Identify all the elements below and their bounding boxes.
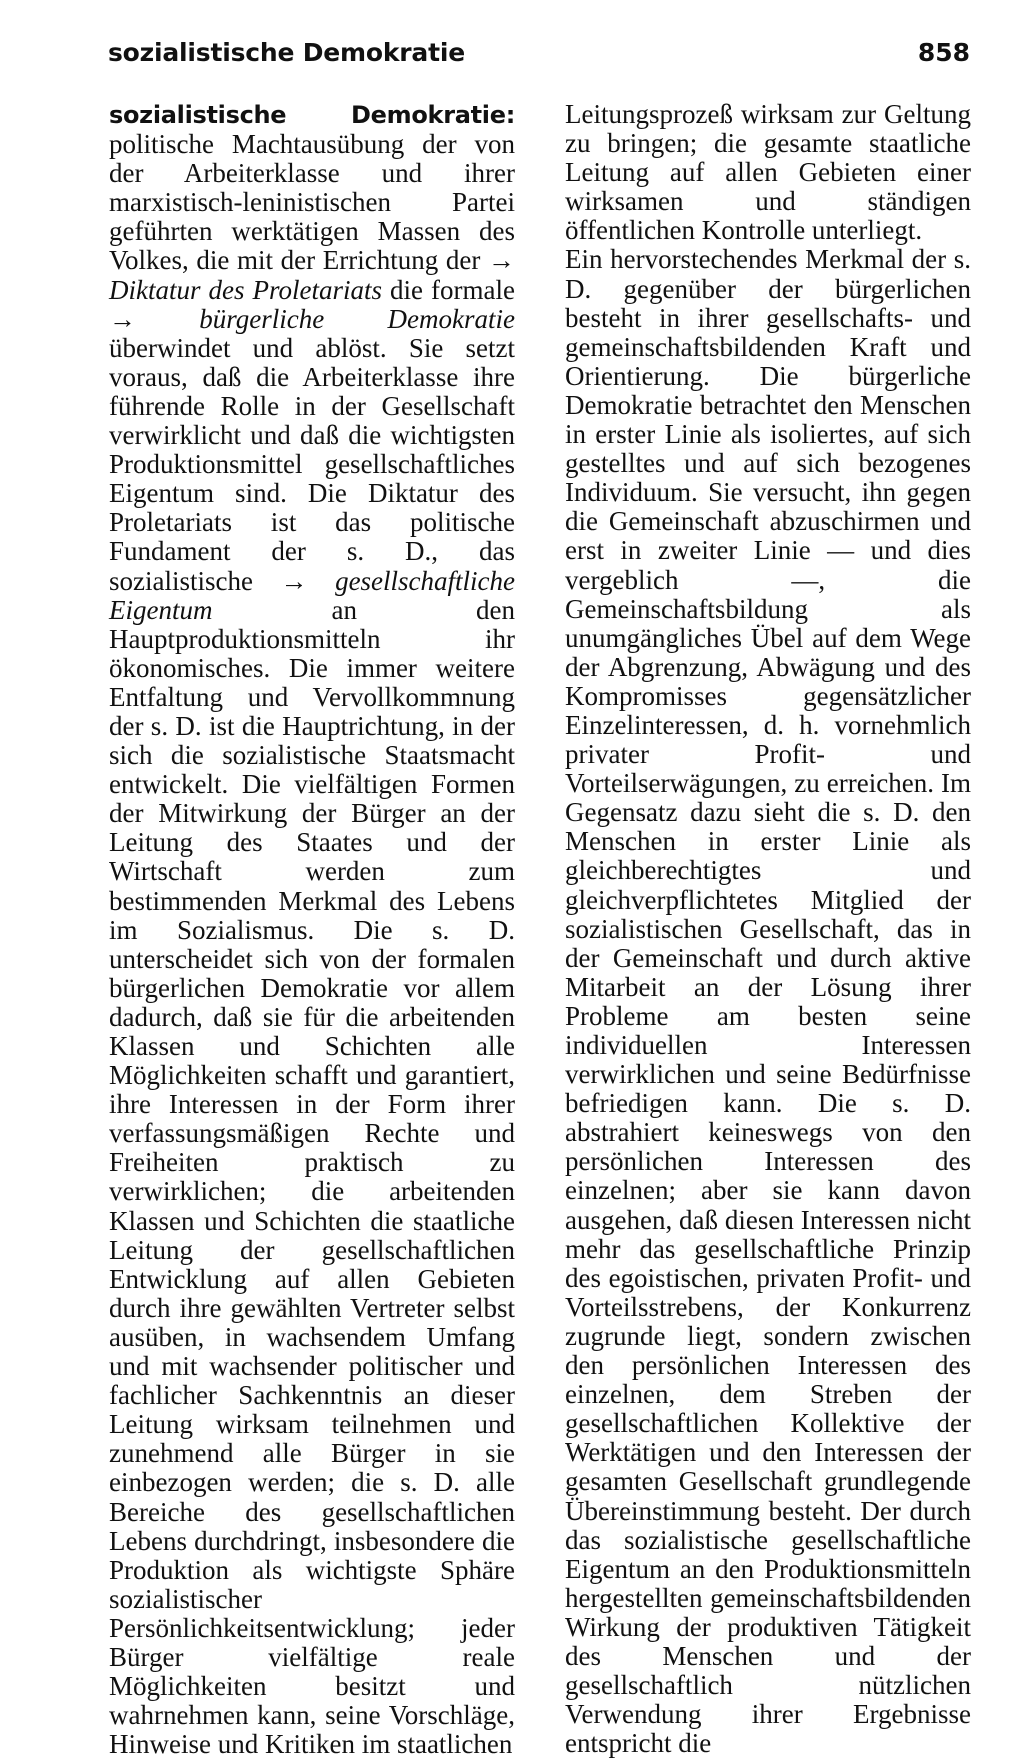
cross-reference-link[interactable]: Diktatur des Proletariats bbox=[109, 274, 383, 305]
entry-paragraph: Leitungsprozeß wirksam zur Geltung zu bringen; die gesamte staatliche Leitung auf allen Gebieten einer wirksamen und ständigen öffentlichen Kontrolle unterliegt. bbox=[565, 99, 971, 246]
entry-headword: sozialistische Demokratie: bbox=[109, 101, 515, 129]
entry-text: politische Machtausübung der von der Arbeiterklasse und ihrer marxistisch-leninistischen Partei geführten werktätigen Massen des Volkes, die mit der Errichtung der bbox=[109, 129, 515, 276]
cross-reference-link[interactable]: gesellschaftliche Eigentum bbox=[109, 565, 516, 625]
cross-reference-arrow-icon: → bbox=[280, 565, 308, 596]
entry-text: überwindet und ablöst. Sie setzt voraus, daß die Arbeiterklasse ihre führende Rolle in der Gesellschaft verwirklicht und daß die wichtigsten Produktionsmittel gesellschaftliches Eigentum sind. Die Diktatur des Proletariats ist das politische Fundament der s. D., das sozialistische bbox=[109, 332, 515, 596]
entry-text: die formale bbox=[382, 274, 515, 305]
page-number: 858 bbox=[917, 38, 970, 67]
entry-paragraph bbox=[109, 100, 515, 1759]
entry-text: an den Hauptproduktionsmitteln ihr ökonomisches. Die immer weitere Entfaltung und Vervollkommnung der s. D. ist die Hauptrichtung, in der sich die sozialistische Staatsmacht entwickelt. Die vielfältigen Formen der Mitwirkung der Bürger an der Leitung des Staates und der Wirtschaft werden zum bestimmenden Merkmal des Lebens im Sozialismus. Die s. D. unterscheidet sich von der formalen bürgerlichen Demokratie vor allem dadurch, daß sie für die arbeitenden Klassen und Schichten alle Möglichkeiten schafft und garantiert, ihre Interessen in der Form ihrer verfassungsmäßigen Rechte und Freiheiten praktisch zu verwirklichen; die arbeitenden Klassen und Schichten die staatliche Leitung der gesellschaftlichen Entwicklung auf allen Gebieten durch ihre gewählten Vertreter selbst ausüben, in wachsendem Umfang und mit wachsender politischer und fachlicher Sachkenntnis an dieser Leitung wirksam teilnehmen und zunehmend alle Bürger in sie einbezogen werden; die s. D. alle Bereiche des gesellschaftlichen Lebens durchdringt, insbesondere die Produktion als wichtigste Sphäre sozialistischer Persönlichkeitsentwicklung; jeder Bürger vielfältige reale Möglichkeiten besitzt und wahrnehmen kann, seine Vorschläge, Hinweise und Kritiken im staatlichen bbox=[109, 594, 515, 1759]
entry-paragraph: Ein hervorstechendes Merkmal der s. D. gegenüber der bürgerlichen besteht in ihrer gesellschafts- und gemeinschaftsbildenden Kraft und Orientierung. Die bürgerliche Demokratie betrachtet den Menschen in erster Linie als isoliertes, auf sich gestelltes und auf sich bezogenes Individuum. Sie versucht, ihn gegen die Gemeinschaft abzuschirmen und erst in zweiter Linie — und dies vergeblich —, die Gemeinschaftsbildung als unumgängliches Übel auf dem Wege der Abgrenzung, Abwägung und des Kompromisses gegensätzlicher Einzelinteressen, d. h. vornehmlich privater Profit- und Vorteilserwägungen, zu erreichen. Im Gegensatz dazu sieht die s. D. den Menschen in erster Linie als gleichberechtigtes und gleichverpflichtetes Mitglied der sozialistischen Gesellschaft, das in der Gemeinschaft und durch aktive Mitarbeit an der Lösung ihrer Probleme am besten seine individuellen Interessen verwirklichen und seine Bedürfnisse befriedigen kann. Die s. D. abstrahiert keineswegs von den persönlichen Interessen des einzelnen; aber sie kann davon ausgehen, daß diesen Interessen nicht mehr das gesellschaftliche Prinzip des egoistischen, privaten Profit- und Vorteilsstrebens, der Konkurrenz zugrunde liegt, sondern zwischen den persönlichen Interessen des einzelnen, dem Streben der gesellschaftlichen Kollektive der Werktätigen und den Interessen der gesamten Gesellschaft grundlegende Übereinstimmung besteht. Der durch das sozialistische gesellschaftliche Eigentum an den Produktionsmitteln hergestellten gemeinschaftsbildenden Wirkung der produktiven Tätigkeit des Menschen und der gesellschaftlich nützlichen Verwendung ihrer Ergebnisse entspricht die bbox=[565, 244, 971, 1759]
running-head: sozialistische Demokratie bbox=[108, 38, 465, 67]
right-column bbox=[565, 100, 971, 1758]
left-column bbox=[109, 100, 515, 1759]
cross-reference-arrow-icon: → bbox=[109, 303, 136, 334]
cross-reference-link[interactable]: bürgerliche Demokratie bbox=[199, 303, 515, 334]
cross-reference-arrow-icon: → bbox=[488, 245, 515, 276]
